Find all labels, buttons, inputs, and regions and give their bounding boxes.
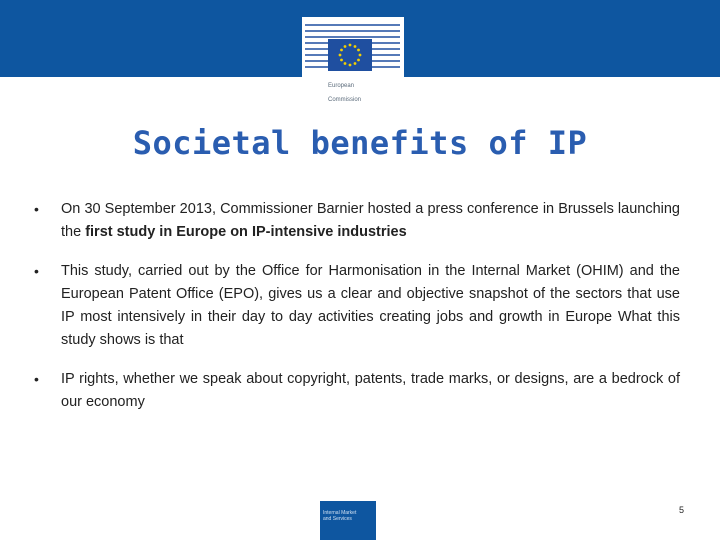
logo-line-1: European	[328, 83, 355, 89]
bullet-list	[34, 198, 680, 430]
slide-title: Societal benefits of IP	[132, 124, 588, 162]
bullet-marker: •	[34, 201, 39, 217]
bullet-text-plain: IP rights, whether we speak about copyright, patents, trade marks, or designs, are a bedrock of our economy	[61, 371, 680, 410]
bullet-text-bold: first study in Europe on IP-intensive industries	[85, 224, 407, 240]
bullet-item-1	[34, 198, 680, 244]
bullet-text	[61, 201, 680, 240]
bullet-text-plain: On 30 September 2013, Commissioner Barnier hosted a press conference in Brussels launching the	[61, 201, 680, 240]
commission-building-icon	[302, 17, 404, 77]
dg-badge-line-1: Internal Market	[323, 510, 357, 516]
bullet-marker: •	[34, 371, 39, 387]
page-number: 5	[678, 505, 684, 515]
european-commission-logo	[302, 17, 404, 103]
bullet-text	[61, 371, 680, 410]
logo-line-2: Commission	[328, 97, 362, 103]
bullet-item-3	[34, 368, 680, 414]
dg-badge	[320, 501, 376, 540]
bullet-text	[61, 263, 680, 348]
bullet-text-plain: This study, carried out by the Office for Harmonisation in the Internal Market (OHIM) and the European Patent Office (EPO), gives us a clear and objective snapshot of the sectors that use IP most intensively in their day to day activities creating jobs and growth in Europe What this study shows is that	[61, 263, 680, 348]
logo-wordmark	[328, 76, 361, 111]
dg-badge-text	[323, 510, 356, 522]
dg-badge-line-2: and Services	[323, 516, 352, 522]
bullet-marker: •	[34, 263, 39, 279]
bullet-item-2	[34, 260, 680, 352]
